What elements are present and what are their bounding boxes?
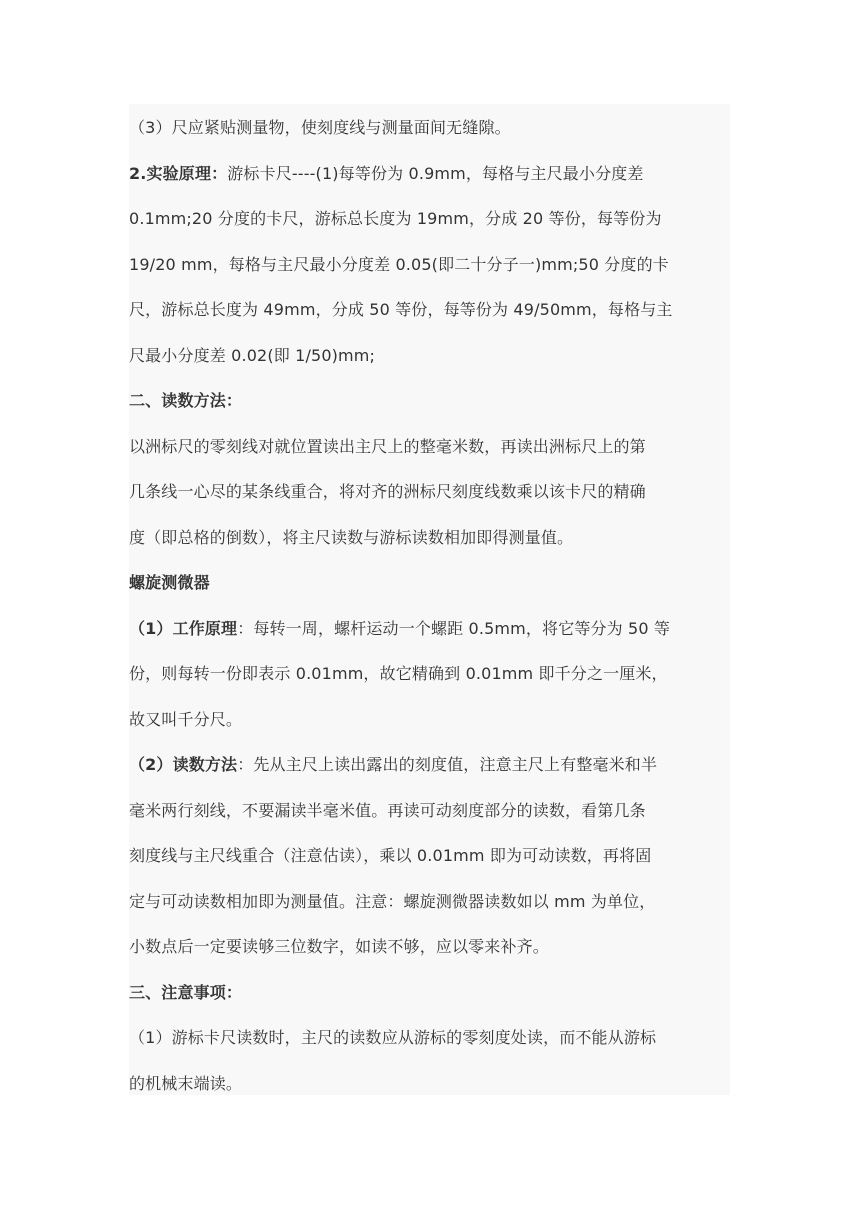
paragraph-line: 19/20 mm，每格与主尺最小分度差 0.05(即二十分子一)mm;50 分度的卡 (129, 254, 669, 274)
paragraph-text: ：每转一周，螺杆运动一个螺距 0.5mm，将它等分为 50 等 (237, 618, 671, 638)
paragraph-text: ：先从主尺上读出露出的刻度值，注意主尺上有整毫米和半 (237, 755, 658, 774)
paragraph-line: 刻度线与主尺线重合（注意估读），乘以 0.01mm 即为可动读数，再将固 (129, 846, 652, 865)
paragraph-line: 毫米两行刻线，不要漏读半毫米值。再读可动刻度部分的读数，看第几条 (129, 800, 646, 820)
paragraph-line: 0.1mm;20 分度的卡尺，游标总长度为 19mm，分成 20 等份，每等份为 (129, 209, 662, 228)
paragraph-line: （1）游标卡尺读数时，主尺的读数应从游标的零刻度处读，而不能从游标 (129, 1028, 657, 1047)
paragraph-line: 度（即总格的倒数），将主尺读数与游标读数相加即得测量值。 (129, 527, 574, 547)
section-heading: 三、注意事项： (129, 982, 243, 1002)
section-heading: 二、读数方法： (129, 391, 243, 410)
paragraph-line: 定与可动读数相加即为测量值。注意：螺旋测微器读数如以 mm 为单位， (129, 891, 656, 911)
paragraph-line (129, 151, 730, 197)
paragraph-line: 以洲标尺的零刻线对就位置读出主尺上的整毫米数，再读出洲标尺上的第 (129, 436, 646, 456)
paragraph-line (129, 606, 730, 652)
paragraph-line (129, 742, 730, 788)
section-heading: 螺旋测微器 (129, 573, 210, 592)
paragraph-line: （3）尺应紧贴测量物，使刻度线与测量面间无缝隙。 (129, 118, 511, 137)
paragraph-text: 游标卡尺----(1)每等份为 0.9mm，每格与主尺最小分度差 (227, 163, 644, 183)
paragraph-line: 尺，游标总长度为 49mm，分成 50 等份，每等份为 49/50mm，每格与主 (129, 300, 673, 319)
paragraph-line: 小数点后一定要读够三位数字，如读不够，应以零来补齐。 (129, 937, 549, 956)
paragraph-line: 份，则每转一份即表示 0.01mm，故它精确到 0.01mm 即千分之一厘米， (129, 664, 668, 683)
section-heading: 2.实验原理： (129, 163, 228, 183)
paragraph-line: 尺最小分度差 0.02(即 1/50)mm; (129, 345, 376, 365)
document-body (129, 104, 730, 1095)
subheading: （1）工作原理 (129, 618, 238, 638)
paragraph-line: 故又叫千分尺。 (129, 709, 243, 729)
paragraph-line: 的机械末端读。 (129, 1073, 243, 1093)
paragraph-line: 几条线一心尽的某条线重合，将对齐的洲标尺刻度线数乘以该卡尺的精确 (129, 482, 646, 501)
subheading: （2）读数方法 (129, 755, 238, 774)
